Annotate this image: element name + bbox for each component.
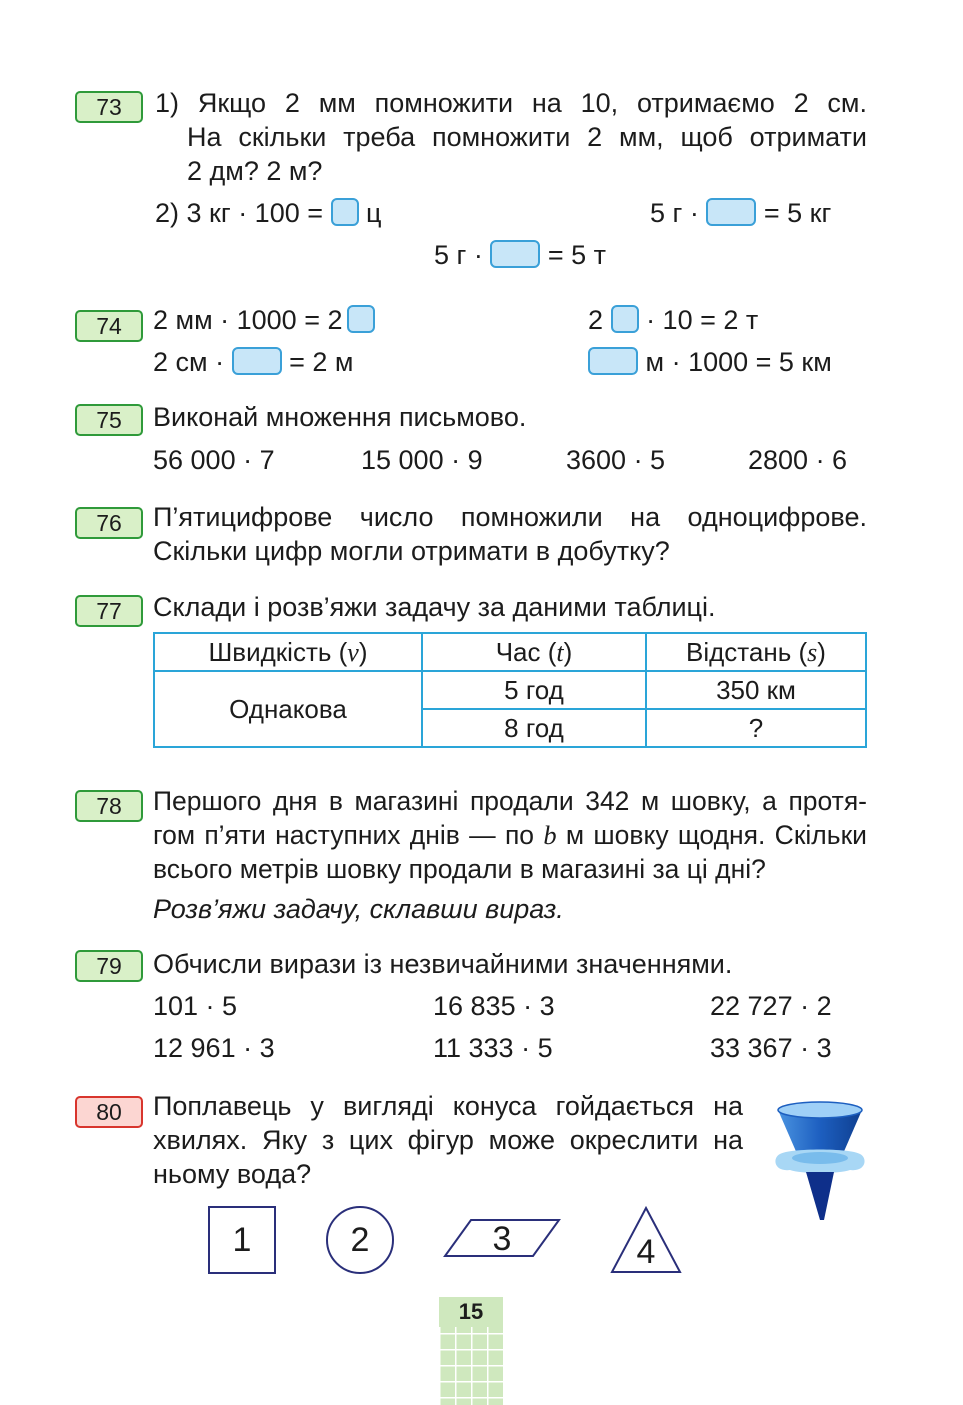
task-78-note: Розв’яжи задачу, склавши вираз. bbox=[153, 894, 564, 924]
expression-left: 5 г · bbox=[650, 198, 699, 228]
task-73-part2-c bbox=[434, 238, 606, 272]
task-78-line1: Першого дня в магазині продали 342 м шовку, а протя- bbox=[153, 786, 867, 816]
data-table bbox=[153, 632, 867, 748]
task-75-text: Виконай множення письмово. bbox=[153, 402, 527, 432]
task-80-line2: хвилях. Яку з цих фігур може окреслити на bbox=[153, 1125, 743, 1155]
expression-left: 2) 3 кг · 100 = bbox=[155, 198, 323, 228]
task-73-line1: 1) Якщо 2 мм помножити на 10, отримаємо 2 см. bbox=[155, 88, 867, 118]
task-78-line3: всього метрів шовку продали в магазині за ці дні? bbox=[153, 854, 766, 884]
expression-left: 2 мм · 1000 = 2 bbox=[153, 305, 343, 335]
answer-box[interactable] bbox=[331, 198, 359, 226]
task-74-c bbox=[153, 345, 353, 379]
task-76-line1: П’ятицифрове число помножили на одноцифрове. bbox=[153, 502, 867, 532]
expression-left: 2 см · bbox=[153, 347, 225, 377]
cell-distance: 350 км bbox=[646, 671, 866, 709]
header-time: Час (t) bbox=[422, 633, 646, 671]
task-79-item: 101 · 5 bbox=[153, 991, 238, 1021]
task-79-item: 22 727 · 2 bbox=[710, 991, 832, 1021]
cell-time: 8 год bbox=[422, 709, 646, 747]
shape-circle[interactable] bbox=[326, 1206, 394, 1274]
cell-time: 5 год bbox=[422, 671, 646, 709]
task-73-line3: 2 дм? 2 м? bbox=[187, 156, 323, 186]
expression-left: 5 г · bbox=[434, 240, 483, 270]
task-number-73: 73 bbox=[75, 91, 143, 123]
task-number-76: 76 bbox=[75, 507, 143, 539]
task-74-d bbox=[588, 345, 832, 379]
answer-box[interactable] bbox=[611, 305, 639, 333]
header-distance: Відстань (s) bbox=[646, 633, 866, 671]
expression-left: 2 bbox=[588, 305, 604, 335]
answer-box[interactable] bbox=[347, 305, 375, 333]
expression-right: · 10 = 2 т bbox=[646, 305, 759, 335]
task-73-line2: На скільки треба помножити 2 мм, щоб отримати bbox=[187, 122, 867, 152]
header-speed: Швидкість (v) bbox=[154, 633, 422, 671]
expression-right: = 5 т bbox=[547, 240, 607, 270]
task-73-part2-a bbox=[155, 196, 382, 230]
task-80-text bbox=[153, 1089, 743, 1191]
task-number-77: 77 bbox=[75, 595, 143, 627]
task-78-line2: гом п’яти наступних днів — по b м шовку щодня. Скільки bbox=[153, 820, 867, 850]
task-number-80: 80 bbox=[75, 1096, 143, 1128]
task-77-text: Склади і розв’яжи задачу за даними таблиці. bbox=[153, 592, 716, 622]
task-75-item: 3600 · 5 bbox=[566, 445, 666, 475]
table-header-row bbox=[154, 633, 866, 671]
shape-label: 2 bbox=[350, 1221, 370, 1259]
task-78-text bbox=[153, 784, 867, 886]
task-79-item: 33 367 · 3 bbox=[710, 1033, 832, 1063]
task-79-item: 12 961 · 3 bbox=[153, 1033, 275, 1063]
expression-right: = 5 кг bbox=[763, 198, 832, 228]
expression-right: = 2 м bbox=[289, 347, 354, 377]
task-76-line2: Скільки цифр могли отримати в добутку? bbox=[153, 536, 670, 566]
task-75-item: 15 000 · 9 bbox=[361, 445, 483, 475]
page-number: 15 bbox=[439, 1297, 503, 1327]
task-80-line3: ньому вода? bbox=[153, 1159, 312, 1189]
float-cone-icon bbox=[770, 1096, 870, 1224]
task-73-part2-b bbox=[650, 196, 831, 230]
answer-box[interactable] bbox=[232, 347, 282, 375]
task-80-line1: Поплавець у вигляді конуса гойдається на bbox=[153, 1091, 743, 1121]
task-number-74: 74 bbox=[75, 310, 143, 342]
answer-box[interactable] bbox=[490, 240, 540, 268]
answer-box[interactable] bbox=[588, 347, 638, 375]
task-79-item: 16 835 · 3 bbox=[433, 991, 555, 1021]
cell-distance: ? bbox=[646, 709, 866, 747]
task-74-a bbox=[153, 303, 375, 337]
shape-label: 4 bbox=[636, 1233, 656, 1271]
table-row bbox=[154, 671, 866, 709]
shape-label: 1 bbox=[232, 1221, 252, 1259]
expression-unit: ц bbox=[366, 198, 382, 228]
task-74-b bbox=[588, 303, 758, 337]
task-79-text: Обчисли вирази із незвичайними значеннями. bbox=[153, 949, 733, 979]
expression-right: м · 1000 = 5 км bbox=[645, 347, 832, 377]
task-75-item: 2800 · 6 bbox=[748, 445, 848, 475]
task-number-75: 75 bbox=[75, 404, 143, 436]
task-number-78: 78 bbox=[75, 790, 143, 822]
task-73-part1 bbox=[155, 86, 867, 188]
shape-square[interactable] bbox=[208, 1206, 276, 1274]
task-79-item: 11 333 · 5 bbox=[433, 1033, 553, 1063]
task-76-text bbox=[153, 500, 867, 568]
task-75-item: 56 000 · 7 bbox=[153, 445, 275, 475]
cell-speed: Однакова bbox=[154, 671, 422, 747]
answer-box[interactable] bbox=[706, 198, 756, 226]
shape-label: 3 bbox=[492, 1220, 512, 1258]
task-number-79: 79 bbox=[75, 950, 143, 982]
